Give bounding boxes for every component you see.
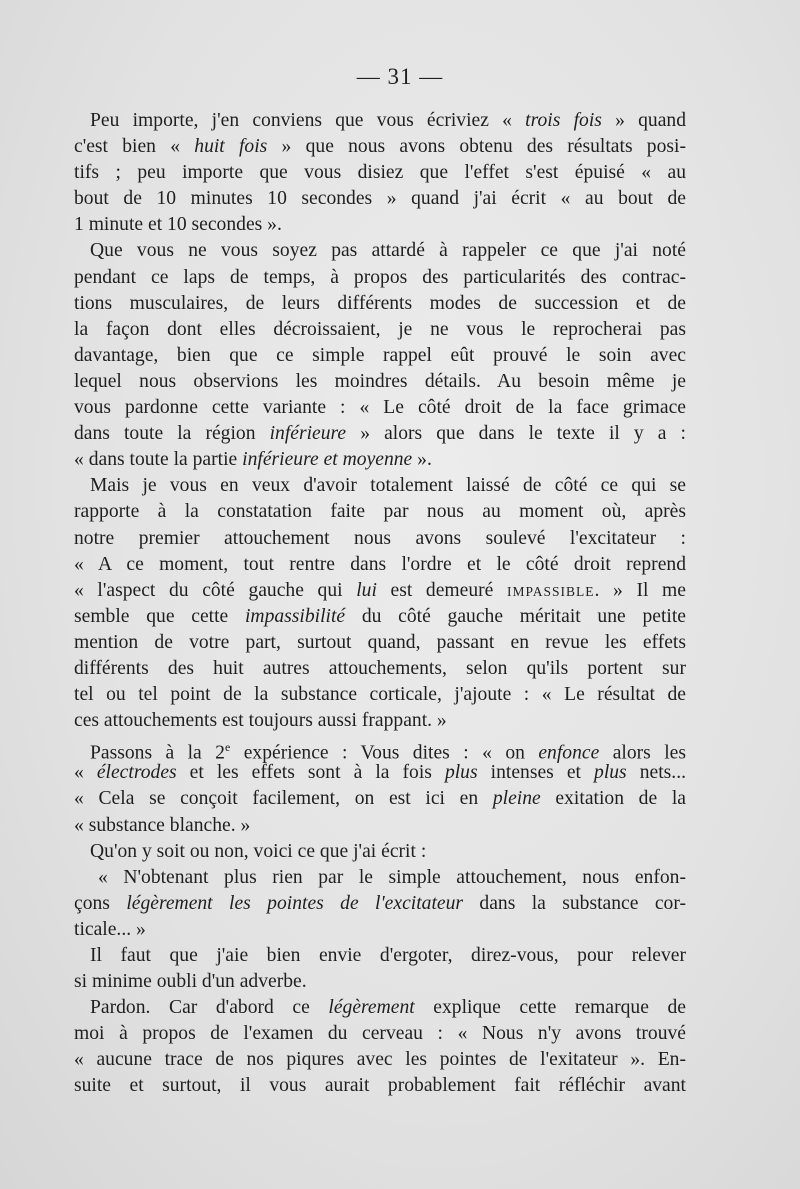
text-segment: notre premier attouchement nous avons soulevé l'excitateur : xyxy=(74,527,686,549)
text-line xyxy=(74,839,686,865)
text-segment: différents des huit autres attouchements, selon qu'ils portent sur xyxy=(74,657,686,679)
text-segment: « xyxy=(74,762,97,784)
text-segment: « Cela se conçoit facilement, on est ici en xyxy=(74,788,493,810)
text-segment: ces attouchements est toujours aussi frappant. » xyxy=(74,710,447,732)
text-segment: c'est bien « xyxy=(74,136,195,158)
text-segment: Pardon. Car d'abord ce xyxy=(90,997,329,1019)
text-segment: pendant ce laps de temps, à propos des particularités des contrac- xyxy=(74,266,686,288)
text-segment: « dans toute la partie xyxy=(74,449,243,471)
text-segment: suite et surtout, il vous aurait probablement fait réfléchir avant xyxy=(74,1075,686,1097)
text-segment: Il faut que j'aie bien envie d'ergoter, direz-vous, pour relever xyxy=(90,945,686,966)
italic-text: enfonce xyxy=(538,742,600,764)
text-segment: ». xyxy=(412,449,432,471)
text-segment: dans toute la région xyxy=(74,423,270,445)
text-line xyxy=(74,291,686,317)
text-segment: si minime oubli d'un adverbe. xyxy=(74,971,307,993)
text-line xyxy=(74,473,686,499)
text-segment: Que vous ne vous soyez pas attardé à rappeler ce que j'ai noté xyxy=(90,240,686,262)
text-segment: « N'obtenant plus rien par le simple attouchement, nous enfon- xyxy=(98,866,686,888)
text-segment: bout de 10 minutes 10 secondes » quand j'ai écrit « au bout de xyxy=(74,188,686,210)
text-segment: « l'aspect du côté gauche qui xyxy=(74,579,357,601)
italic-text: huit fois xyxy=(194,136,268,158)
text-segment: « A ce moment, tout rentre dans l'ordre et le côté droit reprend xyxy=(74,553,686,575)
text-segment: dans la substance cor- xyxy=(463,892,686,914)
text-segment: tifs ; peu importe que vous disiez que l'effet s'est épuisé « au xyxy=(74,162,686,184)
text-segment: rapporte à la constatation faite par nous au moment où, après xyxy=(74,501,686,523)
text-segment: « substance blanche. » xyxy=(74,814,251,836)
italic-text: lui xyxy=(356,579,377,601)
text-segment: alors les xyxy=(599,742,686,764)
text-segment: la façon dont elles décroissaient, je ne vous le reprocherai pas xyxy=(74,318,686,340)
page-number: — 31 — xyxy=(356,64,444,89)
text-segment: tel ou tel point de la substance corticale, j'ajoute : « Le résultat de xyxy=(74,684,686,706)
text-segment: » alors que dans le texte il y a : xyxy=(346,423,686,445)
text-line xyxy=(74,708,686,734)
italic-text: impassibilité xyxy=(244,605,346,627)
text-line xyxy=(74,369,686,395)
text-line xyxy=(74,499,686,525)
text-line xyxy=(74,186,686,212)
body-text xyxy=(74,108,686,1100)
text-segment: exitation de la xyxy=(540,788,686,810)
text-segment: « aucune trace de nos piqures avec les pointes de l'exitateur ». En- xyxy=(74,1049,686,1071)
text-segment: Mais je vous en veux d'avoir totalement laissé de côté ce qui se xyxy=(90,475,686,497)
italic-text: inférieure xyxy=(269,423,347,445)
text-segment: tions musculaires, de leurs différents modes de succession et de xyxy=(74,292,686,314)
text-segment: du côté gauche méritait une petite xyxy=(345,605,686,627)
text-line xyxy=(74,317,686,343)
text-segment: nets... xyxy=(626,762,686,784)
text-line xyxy=(74,134,686,160)
text-segment: » quand xyxy=(601,110,686,131)
text-line xyxy=(74,891,686,917)
text-segment: ticale... » xyxy=(74,918,146,940)
italic-text: plus xyxy=(444,762,478,784)
text-line xyxy=(74,813,686,839)
text-segment: 1 minute et 10 secondes ». xyxy=(74,214,282,236)
text-segment: Peu importe, j'en conviens que vous écriviez « xyxy=(90,110,526,131)
text-segment: est demeuré xyxy=(376,579,507,601)
text-segment: explique cette remarque de xyxy=(414,997,686,1019)
italic-text: trois fois xyxy=(525,110,602,131)
text-line xyxy=(74,526,686,552)
text-line xyxy=(74,578,686,604)
text-line xyxy=(74,552,686,578)
text-segment: Passons à la 2 xyxy=(90,742,225,764)
text-line xyxy=(74,395,686,421)
italic-text: électrodes xyxy=(96,762,177,784)
text-line xyxy=(74,943,686,969)
text-line xyxy=(74,760,686,786)
text-line xyxy=(74,995,686,1021)
text-segment: vous pardonne cette variante : « Le côté droit de la face grimace xyxy=(74,397,686,419)
small-caps-text: IMPASSIBLE xyxy=(507,583,595,599)
text-segment: moi à propos de l'examen du cerveau : « Nous n'y avons trouvé xyxy=(74,1023,686,1045)
text-line xyxy=(74,1021,686,1047)
text-line xyxy=(74,265,686,291)
text-line xyxy=(74,1073,686,1099)
text-segment: davantage, bien que ce simple rappel eût prouvé le soin avec xyxy=(74,344,686,366)
italic-text: légèrement xyxy=(328,997,415,1019)
text-line xyxy=(74,238,686,264)
text-segment: expérience : Vous dites : « on xyxy=(230,742,539,764)
text-line xyxy=(74,421,686,447)
text-segment: intenses et xyxy=(477,762,595,784)
text-line xyxy=(74,865,686,891)
text-line xyxy=(74,160,686,186)
text-line xyxy=(74,734,686,764)
text-line xyxy=(74,343,686,369)
italic-text: inférieure et moyenne xyxy=(242,449,413,471)
text-segment: semble que cette xyxy=(74,605,245,627)
italic-text: légèrement les pointes de l'excitateur xyxy=(126,892,464,914)
text-segment: » que nous avons obtenu des résultats posi- xyxy=(267,136,686,158)
italic-text: pleine xyxy=(492,788,541,810)
text-line xyxy=(74,447,686,473)
italic-text: plus xyxy=(594,762,627,784)
text-line xyxy=(74,212,686,238)
text-line xyxy=(74,1047,686,1073)
text-segment: lequel nous observions les moindres détails. Au besoin même je xyxy=(74,370,686,392)
text-segment: çons xyxy=(74,892,127,914)
text-segment: mention de votre part, surtout quand, passant en revue les effets xyxy=(74,631,686,653)
superscript: e xyxy=(224,740,231,755)
text-segment: Qu'on y soit ou non, voici ce que j'ai écrit : xyxy=(90,840,427,862)
text-segment: . » Il me xyxy=(594,579,686,601)
text-line xyxy=(74,108,686,134)
text-line xyxy=(74,969,686,995)
text-line xyxy=(74,604,686,630)
text-line xyxy=(74,786,686,812)
text-line xyxy=(74,682,686,708)
text-line xyxy=(74,917,686,943)
text-segment: et les effets sont à la fois xyxy=(176,762,445,784)
text-line xyxy=(74,630,686,656)
text-line xyxy=(74,656,686,682)
